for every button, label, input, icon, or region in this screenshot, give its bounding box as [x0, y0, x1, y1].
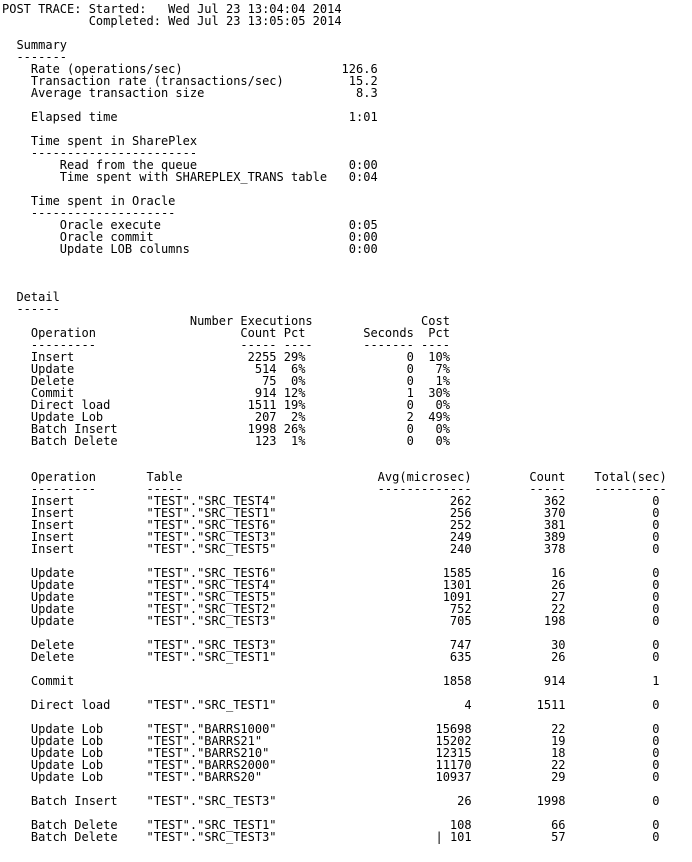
pertable-row: Delete "TEST"."SRC_TEST3" 747 30 0: [2, 638, 660, 652]
pertable-row: Batch Delete "TEST"."SRC_TEST3" | 101 57 0: [2, 830, 660, 844]
trace-completed-line: Completed: Wed Jul 23 13:05:05 2014: [2, 14, 342, 28]
ops-table-row: Update Lob 207 2% 2 49%: [2, 410, 450, 424]
summary-metric-row: Rate (operations/sec) 126.6: [2, 62, 378, 76]
pertable-row: Update "TEST"."SRC_TEST5" 1091 27 0: [2, 590, 660, 604]
pertable-row: Update "TEST"."SRC_TEST4" 1301 26 0: [2, 578, 660, 592]
elapsed-time-row: Elapsed time 1:01: [2, 110, 378, 124]
blank-line: [2, 255, 692, 267]
blank-line: [2, 279, 692, 291]
pertable-row: Insert "TEST"."SRC_TEST6" 252 381 0: [2, 518, 660, 532]
blank-line: [2, 447, 692, 459]
heading-underline: -------: [2, 50, 68, 64]
time-item-row: Oracle commit 0:00: [2, 230, 378, 244]
time-item-row: Oracle execute 0:05: [2, 218, 378, 232]
pertable-row: Update Lob "TEST"."BARRS2000" 11170 22 0: [2, 758, 660, 772]
pertable-row: Update "TEST"."SRC_TEST3" 705 198 0: [2, 614, 660, 628]
time-item-row: Read from the queue 0:00: [2, 158, 378, 172]
blank-line: [2, 843, 692, 855]
summary-metric-row: Average transaction size 8.3: [2, 86, 378, 100]
ops-table-row: Batch Insert 1998 26% 0 0%: [2, 422, 450, 436]
ops-header-underline: --------- ----- ---- ------- ----: [2, 338, 450, 352]
summary-heading: Summary: [2, 38, 68, 52]
blank-line: [2, 267, 692, 279]
text-caret: |: [435, 830, 443, 844]
pertable-row: Update Lob "TEST"."BARRS1000" 15698 22 0: [2, 722, 660, 736]
pertable-row: Update "TEST"."SRC_TEST6" 1585 16 0: [2, 566, 660, 580]
time-section-heading: Time spent in Oracle: [2, 194, 176, 208]
pertable-row: Insert "TEST"."SRC_TEST5" 240 378 0: [2, 542, 660, 556]
ops-table-row: Insert 2255 29% 0 10%: [2, 350, 450, 364]
pertable-row: Update Lob "TEST"."BARRS21" 15202 19 0: [2, 734, 660, 748]
ops-header-groups: Number Executions Cost: [2, 314, 450, 328]
pertable-row: Insert "TEST"."SRC_TEST4" 262 362 0: [2, 494, 660, 508]
time-section-heading: Time spent in SharePlex: [2, 134, 198, 148]
pertable-row: Direct load "TEST"."SRC_TEST1" 4 1511 0: [2, 698, 660, 712]
heading-underline: ------: [2, 302, 60, 316]
ops-table-row: Batch Delete 123 1% 0 0%: [2, 434, 450, 448]
pertable-row: Update Lob "TEST"."BARRS20" 10937 29 0: [2, 770, 660, 784]
ops-table-row: Direct load 1511 19% 0 0%: [2, 398, 450, 412]
pertable-row: Batch Delete "TEST"."SRC_TEST1" 108 66 0: [2, 818, 660, 832]
trace-started-line: POST TRACE: Started: Wed Jul 23 13:04:04 2014: [2, 2, 342, 16]
pertable-row: Batch Insert "TEST"."SRC_TEST3" 26 1998 0: [2, 794, 660, 808]
pertable-row: Update Lob "TEST"."BARRS210" 12315 18 0: [2, 746, 660, 760]
summary-metric-row: Transaction rate (transactions/sec) 15.2: [2, 74, 378, 88]
time-item-row: Update LOB columns 0:00: [2, 242, 378, 256]
pertable-row: Insert "TEST"."SRC_TEST3" 249 389 0: [2, 530, 660, 544]
pertable-row: Delete "TEST"."SRC_TEST1" 635 26 0: [2, 650, 660, 664]
pertable-header-columns: Operation Table Avg(microsec) Count Total(sec): [2, 470, 667, 484]
detail-heading: Detail: [2, 290, 60, 304]
ops-header-columns: Operation Count Pct Seconds Pct: [2, 326, 450, 340]
pertable-row: Update "TEST"."SRC_TEST2" 752 22 0: [2, 602, 660, 616]
time-item-row: Time spent with SHAREPLEX_TRANS table 0:04: [2, 170, 378, 184]
blank-line: [2, 27, 692, 39]
pertable-header-underline: --------- ----- ------------- ----- ----------: [2, 482, 667, 496]
pertable-row: Commit 1858 914 1: [2, 674, 660, 688]
ops-table-row: Update 514 6% 0 7%: [2, 362, 450, 376]
ops-table-row: Commit 914 12% 1 30%: [2, 386, 450, 400]
pertable-row: Insert "TEST"."SRC_TEST1" 256 370 0: [2, 506, 660, 520]
ops-table-row: Delete 75 0% 0 1%: [2, 374, 450, 388]
heading-underline: -----------------------: [2, 146, 198, 160]
heading-underline: --------------------: [2, 206, 176, 220]
